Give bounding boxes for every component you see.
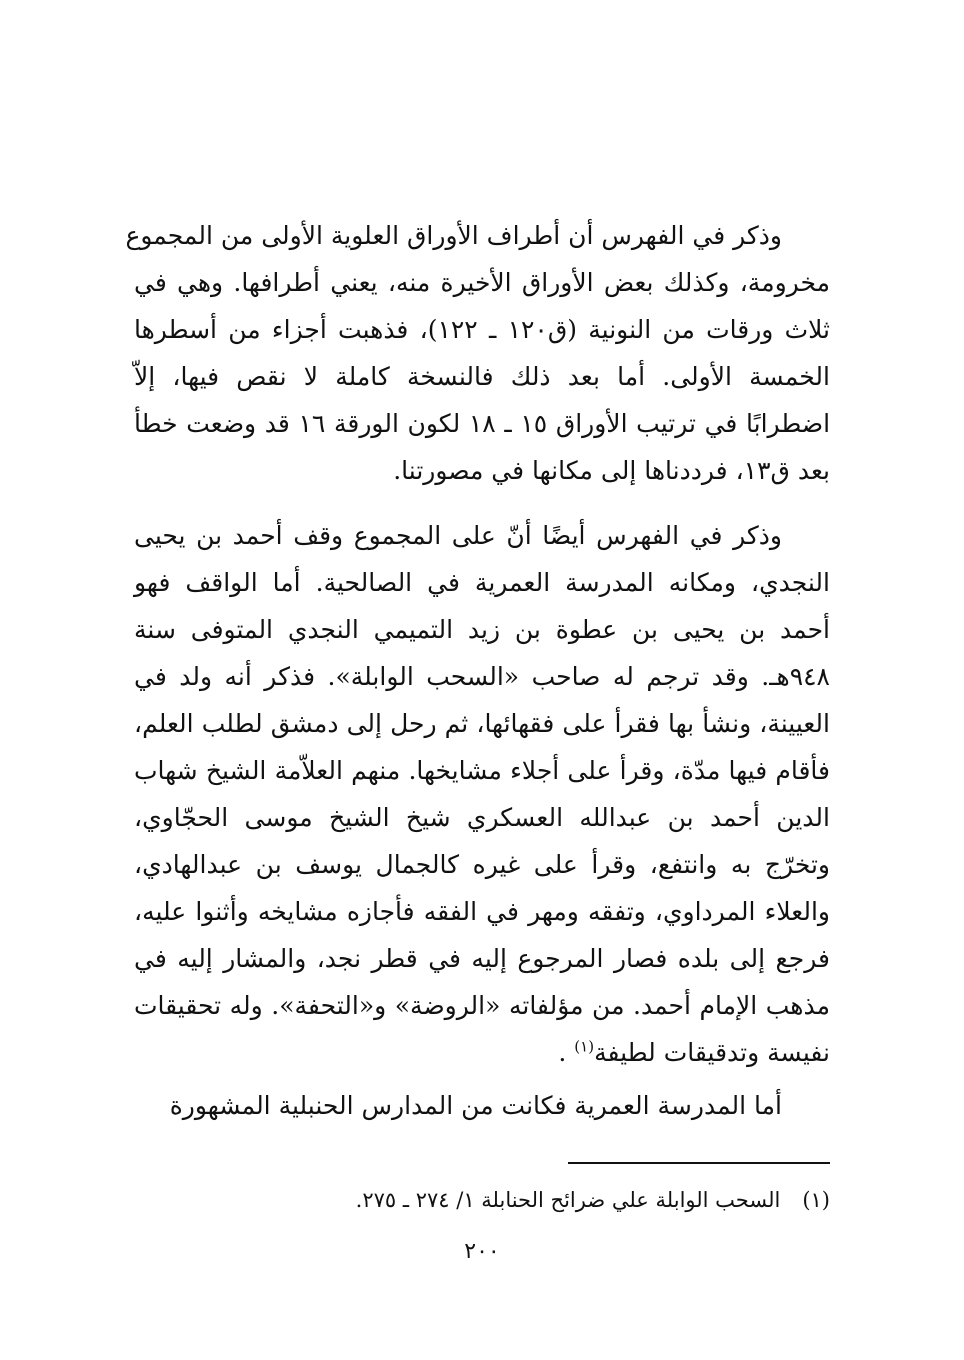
text-line: أحمد بن يحيى بن عطوة بن زيد التميمي النجدي المتوفى سنة [134, 615, 830, 644]
footnote [134, 1180, 830, 1220]
text-line: اضطرابًا في ترتيب الأوراق ١٥ ـ ١٨ لكون الورقة ١٦ قد وضعت خطأ [134, 409, 831, 438]
text-line: فأقام فيها مدّة، وقرأ على أجلاء مشايخها. منهم العلاّمة الشيخ شهاب [134, 756, 830, 785]
text-line-content: نفيسة وتدقيقات لطيفة [594, 1038, 830, 1067]
text-line: ثلاث ورقات من النونية (ق١٢٠ ـ ١٢٢)، فذهبت أجزاء من أسطرها [134, 315, 830, 344]
text-line: وذكر في الفهرس أيضًا أنّ على المجموع وقف أحمد بن يحيى [134, 521, 782, 550]
text-line: أما المدرسة العمرية فكانت من المدارس الحنبلية المشهورة [169, 1091, 782, 1120]
text-line: فرجع إلى بلده فصار المرجوع إليه في قطر نجد، والمشار إليه في [134, 944, 830, 973]
text-line: النجدي، ومكانه المدرسة العمرية في الصالحية. أما الواقف فهو [134, 568, 830, 597]
text-line: مخرومة، وكذلك بعض الأوراق الأخيرة منه، يعني أطرافها. وهي في [134, 268, 830, 297]
text-line: ٩٤٨هـ. وقد ترجم له صاحب «السحب الوابلة». فذكر أنه ولد في [134, 662, 830, 691]
text-line: الخمسة الأولى. أما بعد ذلك فالنسخة كاملة لا نقص فيها، إلاّ [134, 362, 830, 391]
text-line: العيينة، ونشأ بها فقرأ على فقهائها، ثم رحل إلى دمشق لطلب العلم، [134, 709, 830, 738]
page-number: ٢٠٠ [464, 1239, 500, 1264]
text-line: والعلاء المرداوي، وتفقه ومهر في الفقه فأجازه مشايخه وأثنوا عليه، [134, 897, 830, 926]
footnote-text: السحب الوابلة علي ضرائح الحنابلة ١/ ٢٧٤ ـ ٢٧٥. [355, 1188, 781, 1212]
paragraph-endowment [134, 512, 830, 1076]
footnote-reference[interactable]: (١) [574, 1037, 595, 1056]
text-line: وذكر في الفهرس أن أطراف الأوراق العلوية الأولى من المجموع [125, 221, 782, 250]
text-line: مذهب الإمام أحمد. من مؤلفاته «الروضة» و«التحفة». وله تحقيقات [134, 991, 830, 1020]
text-line: بعد ق١٣، فرددناها إلى مكانها في مصورتنا. [393, 456, 830, 485]
text-line [134, 1029, 830, 1076]
paragraph-umariya-school [134, 1082, 830, 1129]
footnote-separator [568, 1162, 830, 1164]
footnote-number: (١) [802, 1188, 830, 1212]
paragraph-manuscript-description [125, 212, 831, 494]
text-line: الدين أحمد بن عبدالله العسكري شيخ الشيخ موسى الحجّاوي، [134, 803, 830, 832]
text-line: وتخرّج به وانتفع، وقرأ على غيره كالجمال يوسف بن عبدالهادي، [134, 850, 830, 879]
sentence-end: . [558, 1038, 567, 1067]
